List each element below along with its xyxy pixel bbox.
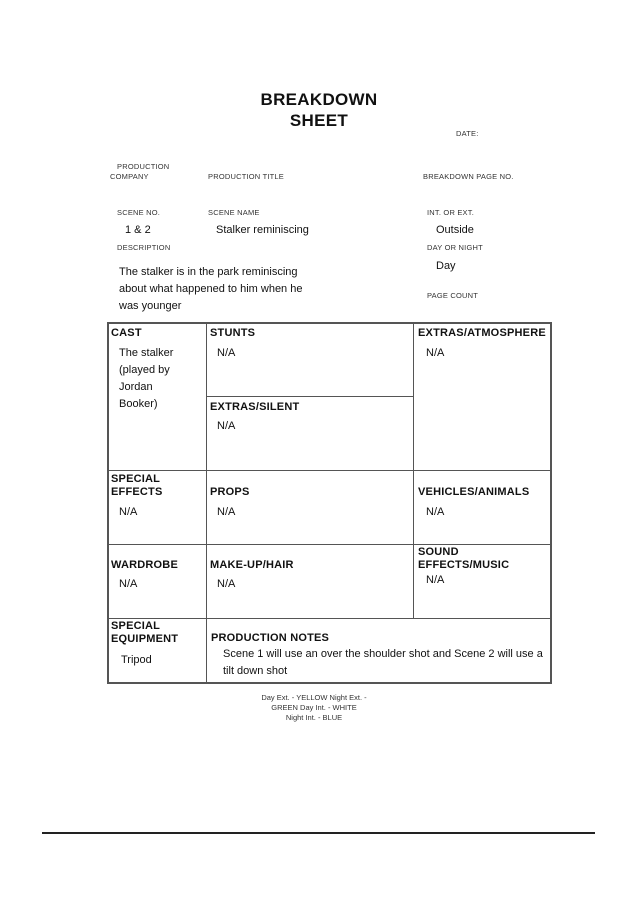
grid-top-border	[107, 322, 552, 324]
description-label: DESCRIPTION	[117, 243, 171, 252]
legend-line-2: GREEN Day Int. - WHITE	[271, 703, 357, 712]
props-value: N/A	[217, 506, 236, 518]
scene-name-value: Stalker reminiscing	[216, 224, 309, 236]
special-effects-heading	[111, 473, 163, 499]
cast-value: The stalker (played by Jordan Booker)	[119, 347, 174, 410]
makeup-hair-value: N/A	[217, 578, 236, 590]
vehicles-animals-value: N/A	[426, 506, 445, 518]
extras-silent-heading: EXTRAS/SILENT	[210, 401, 300, 413]
props-heading: PROPS	[210, 486, 250, 498]
special-effects-heading-line-1: SPECIAL	[111, 473, 161, 485]
scene-no-value: 1 & 2	[125, 224, 151, 236]
special-equipment-value: Tripod	[121, 654, 152, 666]
legend-line-3: Night Int. - BLUE	[285, 713, 343, 722]
wardrobe-heading: WARDROBE	[111, 559, 178, 571]
extras-atmosphere-value: N/A	[426, 347, 445, 359]
stunts-divider	[206, 396, 414, 397]
production-company-label	[117, 162, 169, 172]
production-notes-heading: PRODUCTION NOTES	[211, 632, 330, 644]
cast-heading: CAST	[111, 327, 142, 339]
production-company-label-line-1: PRODUCTION	[117, 162, 170, 171]
grid-col-divider-1	[206, 322, 207, 684]
grid-left-border	[107, 322, 109, 684]
sound-effects-music-heading	[418, 546, 509, 568]
row-divider-2	[107, 544, 552, 545]
special-effects-value: N/A	[119, 506, 138, 518]
scene-no-label: SCENE NO.	[117, 208, 161, 217]
description-value: The stalker is in the park reminiscing about what happened to him when he was younger	[119, 266, 303, 312]
footer-rule	[42, 832, 595, 834]
row-divider-3	[107, 618, 552, 619]
stunts-heading: STUNTS	[210, 327, 256, 339]
sound-effects-music-heading-line-1: SOUND	[418, 546, 459, 558]
vehicles-animals-heading: VEHICLES/ANIMALS	[418, 486, 530, 498]
legend-line-1: Day Ext. - YELLOW Night Ext. -	[261, 693, 367, 702]
stunts-value: N/A	[217, 347, 236, 359]
sheet-title	[239, 89, 399, 131]
day-or-night-value: Day	[436, 260, 456, 272]
title-line-2: SHEET	[289, 111, 349, 130]
title-line-1: BREAKDOWN	[260, 90, 378, 109]
int-or-ext-label: INT. OR EXT.	[427, 208, 474, 217]
wardrobe-value: N/A	[119, 578, 138, 590]
color-legend	[214, 693, 414, 723]
int-or-ext-value: Outside	[436, 224, 474, 236]
makeup-hair-heading: MAKE-UP/HAIR	[210, 559, 294, 571]
production-title-label: PRODUCTION TITLE	[208, 172, 284, 181]
extras-atmosphere-heading: EXTRAS/ATMOSPHERE	[418, 327, 546, 339]
scene-name-label: SCENE NAME	[208, 208, 260, 217]
grid-right-border	[550, 322, 552, 684]
sound-effects-music-heading-line-2: EFFECTS/MUSIC	[418, 559, 510, 568]
breakdown-page-no-label: BREAKDOWN PAGE NO.	[423, 172, 514, 181]
row-divider-1	[107, 470, 552, 471]
extras-silent-value: N/A	[217, 420, 236, 432]
special-effects-heading-line-2: EFFECTS	[111, 486, 163, 498]
page-count-label: PAGE COUNT	[427, 291, 479, 300]
special-equipment-heading-line-2: EQUIPMENT	[111, 633, 179, 645]
special-equipment-heading	[111, 620, 178, 646]
sound-effects-music-value: N/A	[426, 574, 445, 586]
production-company-label-line-2: COMPANY	[110, 172, 149, 181]
day-or-night-label: DAY OR NIGHT	[427, 243, 483, 252]
special-equipment-heading-line-1: SPECIAL	[111, 620, 161, 632]
date-label: DATE:	[456, 129, 479, 138]
grid-bottom-border	[107, 682, 552, 684]
production-notes-value: Scene 1 will use an over the shoulder shot and Scene 2 will use a tilt down shot	[223, 646, 543, 680]
